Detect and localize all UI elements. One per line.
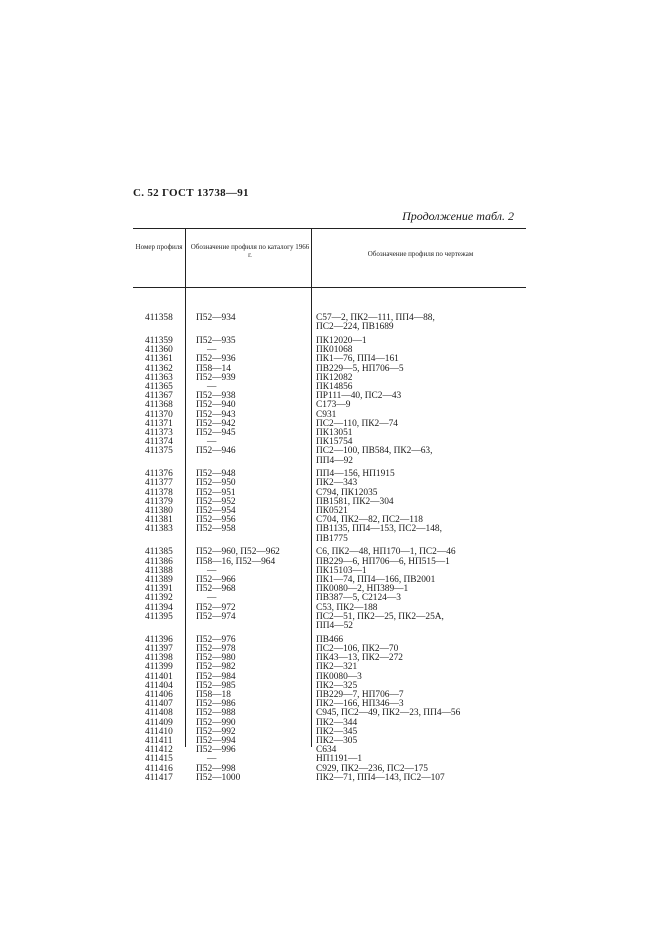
catalog-designation: П52—996 [196,745,236,756]
profile-number: 411404 [145,680,173,691]
profile-number: 411409 [145,717,173,728]
profile-number: 411416 [145,763,173,774]
catalog-designation: П52—954 [196,506,236,517]
drawing-designation-line: ПС2—100, ПВ584, ПК2—63, [316,446,433,457]
catalog-designation: П52—943 [196,409,236,420]
table-header [133,228,526,288]
catalog-designation: П52—950 [196,478,236,489]
drawing-designation-line: ПВ1135, ПП4—153, ПС2—148, [316,524,442,535]
column-header-catalog: Обозначение профиля по каталогу 1966 г. [190,243,310,259]
profile-number: 411365 [145,381,173,392]
column-header-drawings: Обозначение профиля по чертежам [367,250,474,258]
catalog-designation: П58—14 [196,363,231,374]
catalog-designation: П58—18 [196,689,231,700]
catalog-designation: П52—934 [196,313,236,323]
profile-number: 411411 [145,735,173,746]
profile-number: 411412 [145,745,173,756]
profile-number: 411358 [145,313,173,323]
table-row [133,525,526,543]
table-row [133,447,526,465]
table-row [133,774,526,783]
drawing-designation-line: С704, ПК2—82, ПС2—118 [316,515,423,526]
drawing-designation-line: ПК15754 [316,437,353,448]
drawing-designation [311,774,526,783]
table-row [133,314,526,332]
drawing-designation-line: ПВ1581, ПК2—304 [316,496,394,507]
drawing-designation-line: ПК12082 [316,372,353,383]
drawing-designation-line: С57—2, ПК2—111, ПП4—88, [316,313,435,323]
profile-number: 411362 [145,363,173,374]
catalog-designation: П52—960, П52—962 [196,547,280,558]
profile-number: 411363 [145,372,173,383]
catalog-designation: П52—936 [196,354,236,365]
drawing-designation-line: НП1191—1 [316,754,363,765]
table-row [133,613,526,631]
catalog-designation: — [207,754,217,765]
drawing-designation-line: ПК14856 [316,381,353,392]
drawing-designation-line: С929, ПК2—236, ПС2—175 [316,763,428,774]
drawing-designation-line: ПС2—106, ПК2—70 [316,643,399,654]
drawing-designation-line: ПВ387—5, С2124—3 [316,593,401,604]
drawing-designation-line: ПК2—321 [316,662,358,673]
drawing-designation [311,401,526,410]
catalog-designation: П52—978 [196,643,236,654]
catalog-designation: П52—958 [196,524,236,535]
drawing-designation-line: ПР111—40, ПС2—43 [316,391,402,402]
profile-number: 411374 [145,437,173,448]
drawing-designation-line: ПП4—92 [316,455,353,466]
catalog-designation: П52—946 [196,446,236,457]
catalog-designation: П52—992 [196,726,236,737]
column-header-number: Номер профиля [135,243,183,251]
drawing-designation-line: С6, ПК2—48, НП170—1, ПС2—46 [316,547,456,558]
catalog-designation: П52—988 [196,708,236,719]
catalog-designation: П52—948 [196,469,236,480]
drawing-designation [311,737,526,746]
profile-number: 411417 [145,772,173,783]
profile-number: 411360 [145,345,173,356]
drawing-designation-line: ПВ229—7, НП706—7 [316,689,404,700]
profile-number: 411415 [145,754,173,765]
drawing-designation-line: ПК0521 [316,506,348,517]
catalog-designation: П52—974 [196,611,236,622]
drawing-designation-line: С945, ПС2—49, ПК2—23, ПП4—56 [316,708,461,719]
drawing-designation-line: ПС2—224, ПВ1689 [316,322,394,333]
profile-number: 411381 [145,515,173,526]
profile-number: 411410 [145,726,173,737]
drawing-designation-line: ПК2—71, ПП4—143, ПС2—107 [316,772,445,783]
profile-number: 411395 [145,611,173,622]
catalog-designation: П52—945 [196,427,236,438]
drawing-designation-line: С931 [316,409,337,420]
drawing-designation-line: ПВ229—6, НП706—6, НП515—1 [316,556,450,567]
profile-number: 411398 [145,653,173,664]
catalog-designation: П52—982 [196,662,236,673]
catalog-designation: П52—990 [196,717,236,728]
catalog-designation: П52—976 [196,634,236,645]
profile-number: 411391 [145,584,173,595]
profile-number: 411406 [145,689,173,700]
profile-number: 411367 [145,391,173,402]
drawing-designation-line: ПК15103—1 [316,565,367,576]
drawing-designation-line: С173—9 [316,400,351,411]
drawing-designation-line: ПС2—51, ПК2—25, ПК2—25А, [316,611,444,622]
profile-table [133,228,526,783]
catalog-designation: П52—1000 [196,772,241,783]
catalog-designation: П52—951 [196,487,236,498]
catalog-designation: — [207,565,217,576]
catalog-designation: — [207,437,217,448]
drawing-designation-line: ПК2—325 [316,680,358,691]
profile-number: 411386 [145,556,173,567]
drawing-designation-line: ПК0080—3 [316,671,362,682]
catalog-designation: П52—939 [196,372,236,383]
profile-number: 411380 [145,506,173,517]
profile-number: 411371 [145,418,173,429]
catalog-designation: П52—935 [196,335,236,346]
catalog-designation: П52—968 [196,584,236,595]
page-header: С. 52 ГОСТ 13738—91 [133,187,249,199]
drawing-designation-line: ПК13051 [316,427,353,438]
drawing-designation [311,613,526,631]
drawing-designation [311,314,526,332]
profile-number: 411385 [145,547,173,558]
table-continuation-label: Продолжение табл. 2 [402,209,514,223]
drawing-designation-line: ПК43—13, ПК2—272 [316,653,403,664]
drawing-designation-line: ПК1—76, ПП4—161 [316,354,399,365]
drawing-designation-line: ПВ229—5, НП706—5 [316,363,404,374]
drawing-designation-line: ПВ1775 [316,533,348,544]
drawing-designation-line: ПК12020—1 [316,335,367,346]
drawing-designation-line: ПК01068 [316,345,353,356]
drawing-designation-line: С794, ПК12035 [316,487,378,498]
catalog-designation: П52—942 [196,418,236,429]
profile-number: 411397 [145,643,173,654]
profile-number: 411407 [145,699,173,710]
drawing-designation-line: ПК2—343 [316,478,358,489]
drawing-designation-line: С53, ПК2—188 [316,602,378,613]
profile-number: 411389 [145,574,173,585]
profile-number: 411392 [145,593,173,604]
profile-number: 411379 [145,496,173,507]
catalog-designation: П52—952 [196,496,236,507]
profile-number: 411399 [145,662,173,673]
profile-number: 411388 [145,565,173,576]
catalog-designation: П52—956 [196,515,236,526]
table-body [133,288,526,783]
drawing-designation-line: С634 [316,745,337,756]
drawing-designation-line: ПК1—74, ПП4—166, ПВ2001 [316,574,436,585]
drawing-designation-line: ПП4—52 [316,621,353,631]
drawing-designation-line: ПП4—156, НП1915 [316,469,395,480]
catalog-designation: П58—16, П52—964 [196,556,276,567]
profile-number: 411383 [145,524,173,535]
catalog-designation: — [207,345,217,356]
profile-number: 411370 [145,409,173,420]
drawing-designation-line: ПК2—305 [316,735,358,746]
catalog-designation: П52—985 [196,680,236,691]
catalog-designation: — [207,593,217,604]
drawing-designation-line: ПК2—166, НП346—3 [316,699,404,710]
drawing-designation-line: ПК2—344 [316,717,358,728]
drawing-designation-line: ПК0080—2, НП389—1 [316,584,409,595]
profile-number: 411377 [145,478,173,489]
catalog-designation: П52—972 [196,602,236,613]
profile-number: 411401 [145,671,173,682]
catalog-designation: — [207,381,217,392]
drawing-designation-line: ПВ466 [316,634,344,645]
profile-number: 411376 [145,469,173,480]
profile-number: 411375 [145,446,173,457]
catalog-designation: П52—986 [196,699,236,710]
profile-number: 411396 [145,634,173,645]
profile-number: 411408 [145,708,173,719]
catalog-designation: П52—966 [196,574,236,585]
profile-number: 411394 [145,602,173,613]
profile-number: 411361 [145,354,173,365]
profile-number: 411368 [145,400,173,411]
catalog-designation: П52—980 [196,653,236,664]
catalog-designation: П52—994 [196,735,236,746]
drawing-designation [311,525,526,543]
drawing-designation [311,447,526,465]
profile-number: 411373 [145,427,173,438]
drawing-designation-line: ПК2—345 [316,726,358,737]
catalog-designation: П52—940 [196,400,236,411]
profile-number: 411359 [145,335,173,346]
catalog-designation: П52—938 [196,391,236,402]
catalog-designation: П52—998 [196,763,236,774]
profile-number: 411378 [145,487,173,498]
catalog-designation: П52—984 [196,671,236,682]
drawing-designation-line: ПС2—110, ПК2—74 [316,418,398,429]
